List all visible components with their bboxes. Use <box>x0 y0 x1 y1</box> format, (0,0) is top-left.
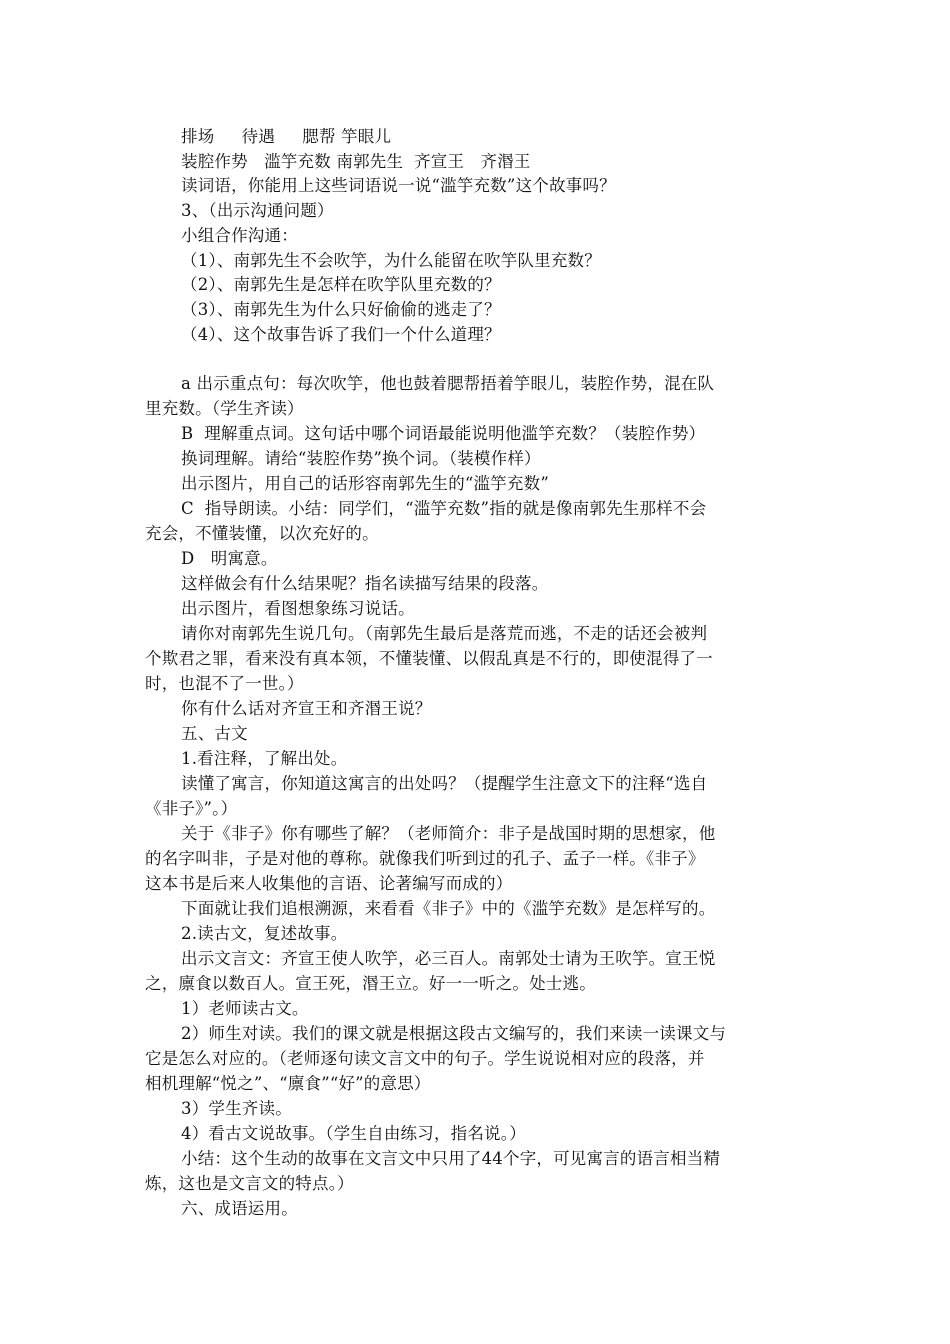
paragraph-line: 之，廪食以数百人。宣王死，湣王立。好一一听之。处士逃。 <box>145 974 596 993</box>
step-line: 3）学生齐读。 <box>181 1099 292 1118</box>
paragraph-line: 相机理解“悦之”、“廪食”“好”的意思） <box>145 1074 431 1093</box>
paragraph-line: 关于《非子》你有哪些了解？（老师简介：非子是战国时期的思想家，他 <box>181 824 716 843</box>
section-heading: 3、（出示沟通问题） <box>181 201 334 220</box>
question-line: （1）、南郭先生不会吹竽，为什么能留在吹竽队里充数？ <box>181 251 601 270</box>
question-line: （2）、南郭先生是怎样在吹竽队里充数的？ <box>181 275 501 294</box>
subsection-heading: 1.看注释，了解出处。 <box>181 749 348 768</box>
paragraph-line: 小结：这个生动的故事在文言文中只用了44个字，可见寓言的语言相当精 <box>181 1149 721 1168</box>
paragraph-line: 它是怎么对应的。（老师逐句读文言文中的句子。学生说说相对应的段落，并 <box>145 1049 705 1068</box>
question-line: （3）、南郭先生为什么只好偷偷的逃走了？ <box>181 300 501 319</box>
subsection-heading: 2.读古文，复述故事。 <box>181 924 348 943</box>
paragraph-line: 炼，这也是文言文的特点。） <box>145 1174 354 1193</box>
paragraph-line: 下面就让我们追根溯源，来看看《非子》中的《滥竽充数》是怎样写的。 <box>181 899 716 918</box>
paragraph-line: 请你对南郭先生说几句。（南郭先生最后是落荒而逃，不走的话还会被判 <box>181 624 708 643</box>
paragraph-line: 这本书是后来人收集他的言语、论著编写而成的） <box>145 874 513 893</box>
paragraph-line: a 出示重点句：每次吹竽，他也鼓着腮帮捂着竽眼儿，装腔作势，混在队 <box>181 374 715 393</box>
paragraph-line: 这样做会有什么结果呢？指名读描写结果的段落。 <box>181 574 549 593</box>
paragraph-line: C 指导朗读。小结：同学们，“滥竽充数”指的就是像南郭先生那样不会 <box>181 499 707 518</box>
vocab-line-2: 装腔作势 滥竽充数 南郭先生 齐宣王 齐湣王 <box>181 152 531 171</box>
paragraph-line: 读词语，你能用上这些词语说一说“滥竽充数”这个故事吗？ <box>181 176 616 195</box>
paragraph-line: 《非子》”。） <box>145 799 238 818</box>
paragraph-line: 小组合作沟通： <box>181 226 298 245</box>
paragraph-line: 你有什么话对齐宣王和齐湣王说？ <box>181 699 432 718</box>
vocab-line-1: 排场 待遇 腮帮 竽眼儿 <box>181 127 392 146</box>
paragraph-line: 里充数。（学生齐读） <box>145 399 304 418</box>
paragraph-line: B 理解重点词。这句话中哪个词语最能说明他滥竽充数？（装腔作势） <box>181 424 706 443</box>
paragraph-line: 个欺君之罪，看来没有真本领，不懂装懂、以假乱真是不行的，即使混得了一 <box>145 649 713 668</box>
section-heading: 五、古文 <box>181 724 248 743</box>
paragraph-line: 出示文言文：齐宣王使人吹竽，必三百人。南郭处士请为王吹竽。宣王悦 <box>181 949 716 968</box>
question-line: （4）、这个故事告诉了我们一个什么道理？ <box>181 325 501 344</box>
paragraph-line: 换词理解。请给“装腔作势”换个词。（装模作样） <box>181 449 541 468</box>
paragraph-line: 时，也混不了一世。） <box>145 674 304 693</box>
step-line: 1）老师读古文。 <box>181 999 309 1018</box>
paragraph-line: 充会，不懂装懂，以次充好的。 <box>145 524 379 543</box>
paragraph-line: 出示图片，看图想象练习说话。 <box>181 599 415 618</box>
paragraph-line: 的名字叫非，子是对他的尊称。就像我们听到过的孔子、孟子一样。《非子》 <box>145 849 705 868</box>
section-heading: 六、成语运用。 <box>181 1199 298 1218</box>
step-line: 4）看古文说故事。（学生自由练习，指名说。） <box>181 1124 526 1143</box>
paragraph-line: 出示图片，用自己的话形容南郭先生的“滥竽充数” <box>181 474 549 493</box>
paragraph-line: 读懂了寓言，你知道这寓言的出处吗？（提醒学生注意文下的注释“选自 <box>181 774 708 793</box>
paragraph-line: D 明寓意。 <box>181 549 278 568</box>
step-line: 2）师生对读。我们的课文就是根据这段古文编写的，我们来读一读课文与 <box>181 1024 727 1043</box>
